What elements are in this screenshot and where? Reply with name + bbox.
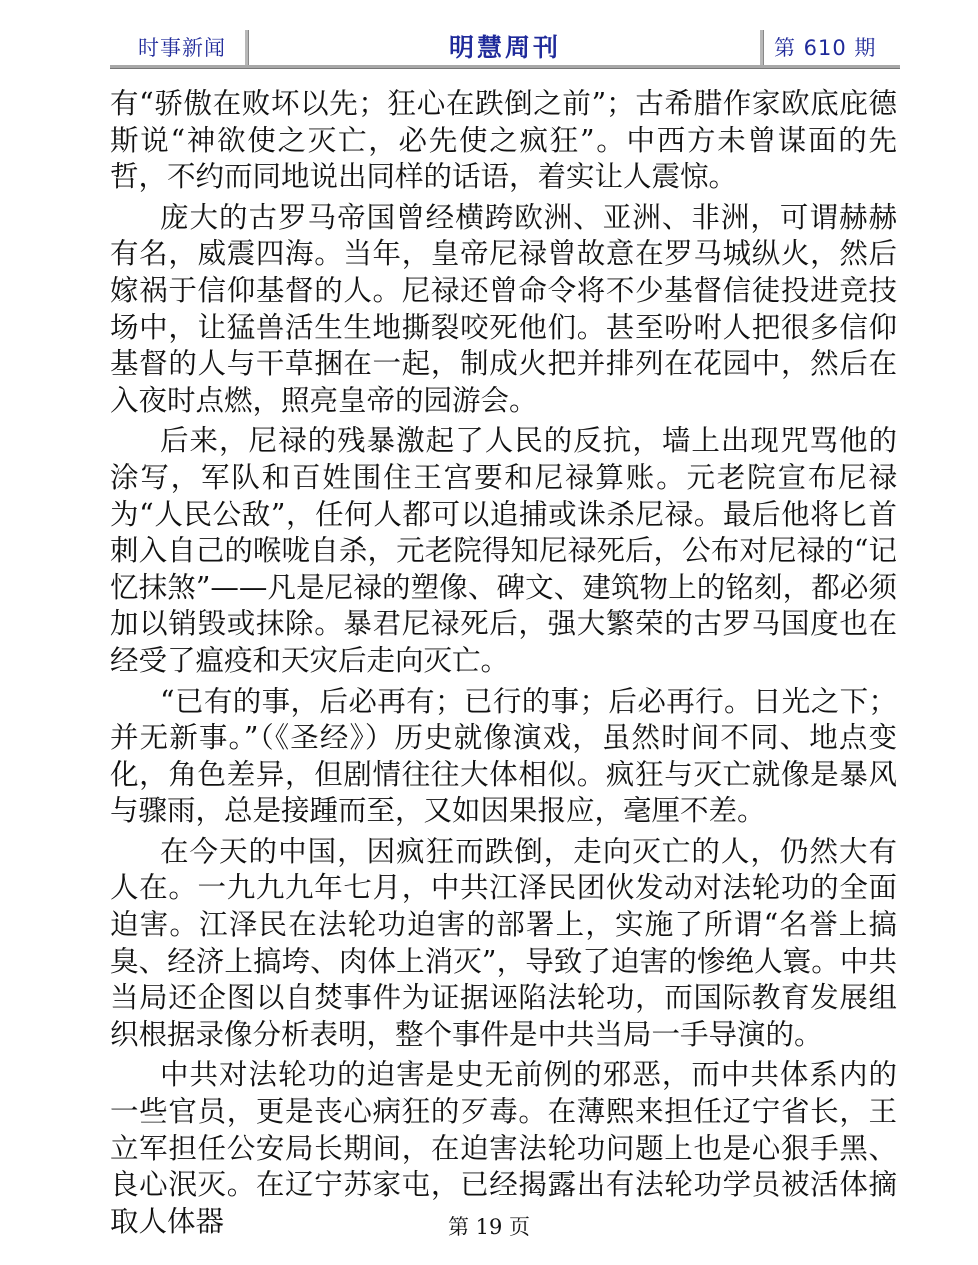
paragraph: 庞大的古罗马帝国曾经横跨欧洲、亚洲、非洲，可谓赫赫有名，威震四海。当年，皇帝尼禄曾故意在罗马城纵火，然后嫁祸于信仰基督的人。尼禄还曾命令将不少基督信徒投进竞技场中，让猛兽活生生地撕裂咬死他们。甚至吩咐人把很多信仰基督的人与干草捆在一起，制成火把并排列在花园中，然后在入夜时点燃，照亮皇帝的园游会。: [110, 200, 897, 417]
paragraph: “已有的事，后必再有；已行的事；后必再行。日光之下；并无新事。”（《圣经》）历史就像演戏，虽然时间不同、地点变化，角色差异，但剧情往往大体相似。疯狂与灭亡就像是暴风与骤雨，总是接踵而至，又如因果报应，毫厘不差。: [110, 684, 897, 828]
paragraph: 有“骄傲在败坏以先；狂心在跌倒之前”；古希腊作家欧底庇德斯说“神欲使之灭亡，必先使之疯狂”。中西方未曾谋面的先哲，不约而同地说出同样的话语，着实让人震惊。: [110, 87, 897, 194]
article-body: [110, 86, 897, 1244]
paragraph: 中共对法轮功的迫害是史无前例的邪恶，而中共体系内的一些官员，更是丧心病狂的歹毒。在薄熙来担任辽宁省长，王立军担任公安局长期间，在迫害法轮功问题上也是心狠手黑、良心泯灭。在辽宁苏家屯，已经揭露出有法轮功学员被活体摘取人体器: [110, 1058, 897, 1238]
header-divider-right: [760, 30, 764, 66]
header-rule: [110, 65, 900, 69]
page-header: [110, 26, 900, 68]
section-label: 时事新闻: [138, 36, 226, 60]
paragraph: 后来，尼禄的残暴激起了人民的反抗，墙上出现咒骂他的涂写，军队和百姓围住王宫要和尼禄算账。元老院宣布尼禄为“人民公敌”，任何人都可以追捕或诛杀尼禄。最后他将匕首刺入自己的喉咙自杀，元老院得知尼禄死后，公布对尼禄的“记忆抹煞”——凡是尼禄的塑像、碑文、建筑物上的铭刻，都必须加以销毁或抹除。暴君尼禄死后，强大繁荣的古罗马国度也在经受了瘟疫和天灾后走向灭亡。: [110, 424, 897, 677]
issue-number: 第 610 期: [774, 36, 877, 60]
paragraph: 在今天的中国，因疯狂而跌倒，走向灭亡的人，仍然大有人在。一九九九年七月，中共江泽民团伙发动对法轮功的全面迫害。江泽民在法轮功迫害的部署上，实施了所谓“名誉上搞臭、经济上搞垮、肉体上消灭”，导致了迫害的惨绝人寰。中共当局还企图以自焚事件为证据诬陷法轮功，而国际教育发展组织根据录像分析表明，整个事件是中共当局一手导演的。: [110, 834, 897, 1051]
page-number: 第 19 页: [447, 1215, 531, 1239]
publication-title: 明慧周刊: [448, 33, 561, 62]
